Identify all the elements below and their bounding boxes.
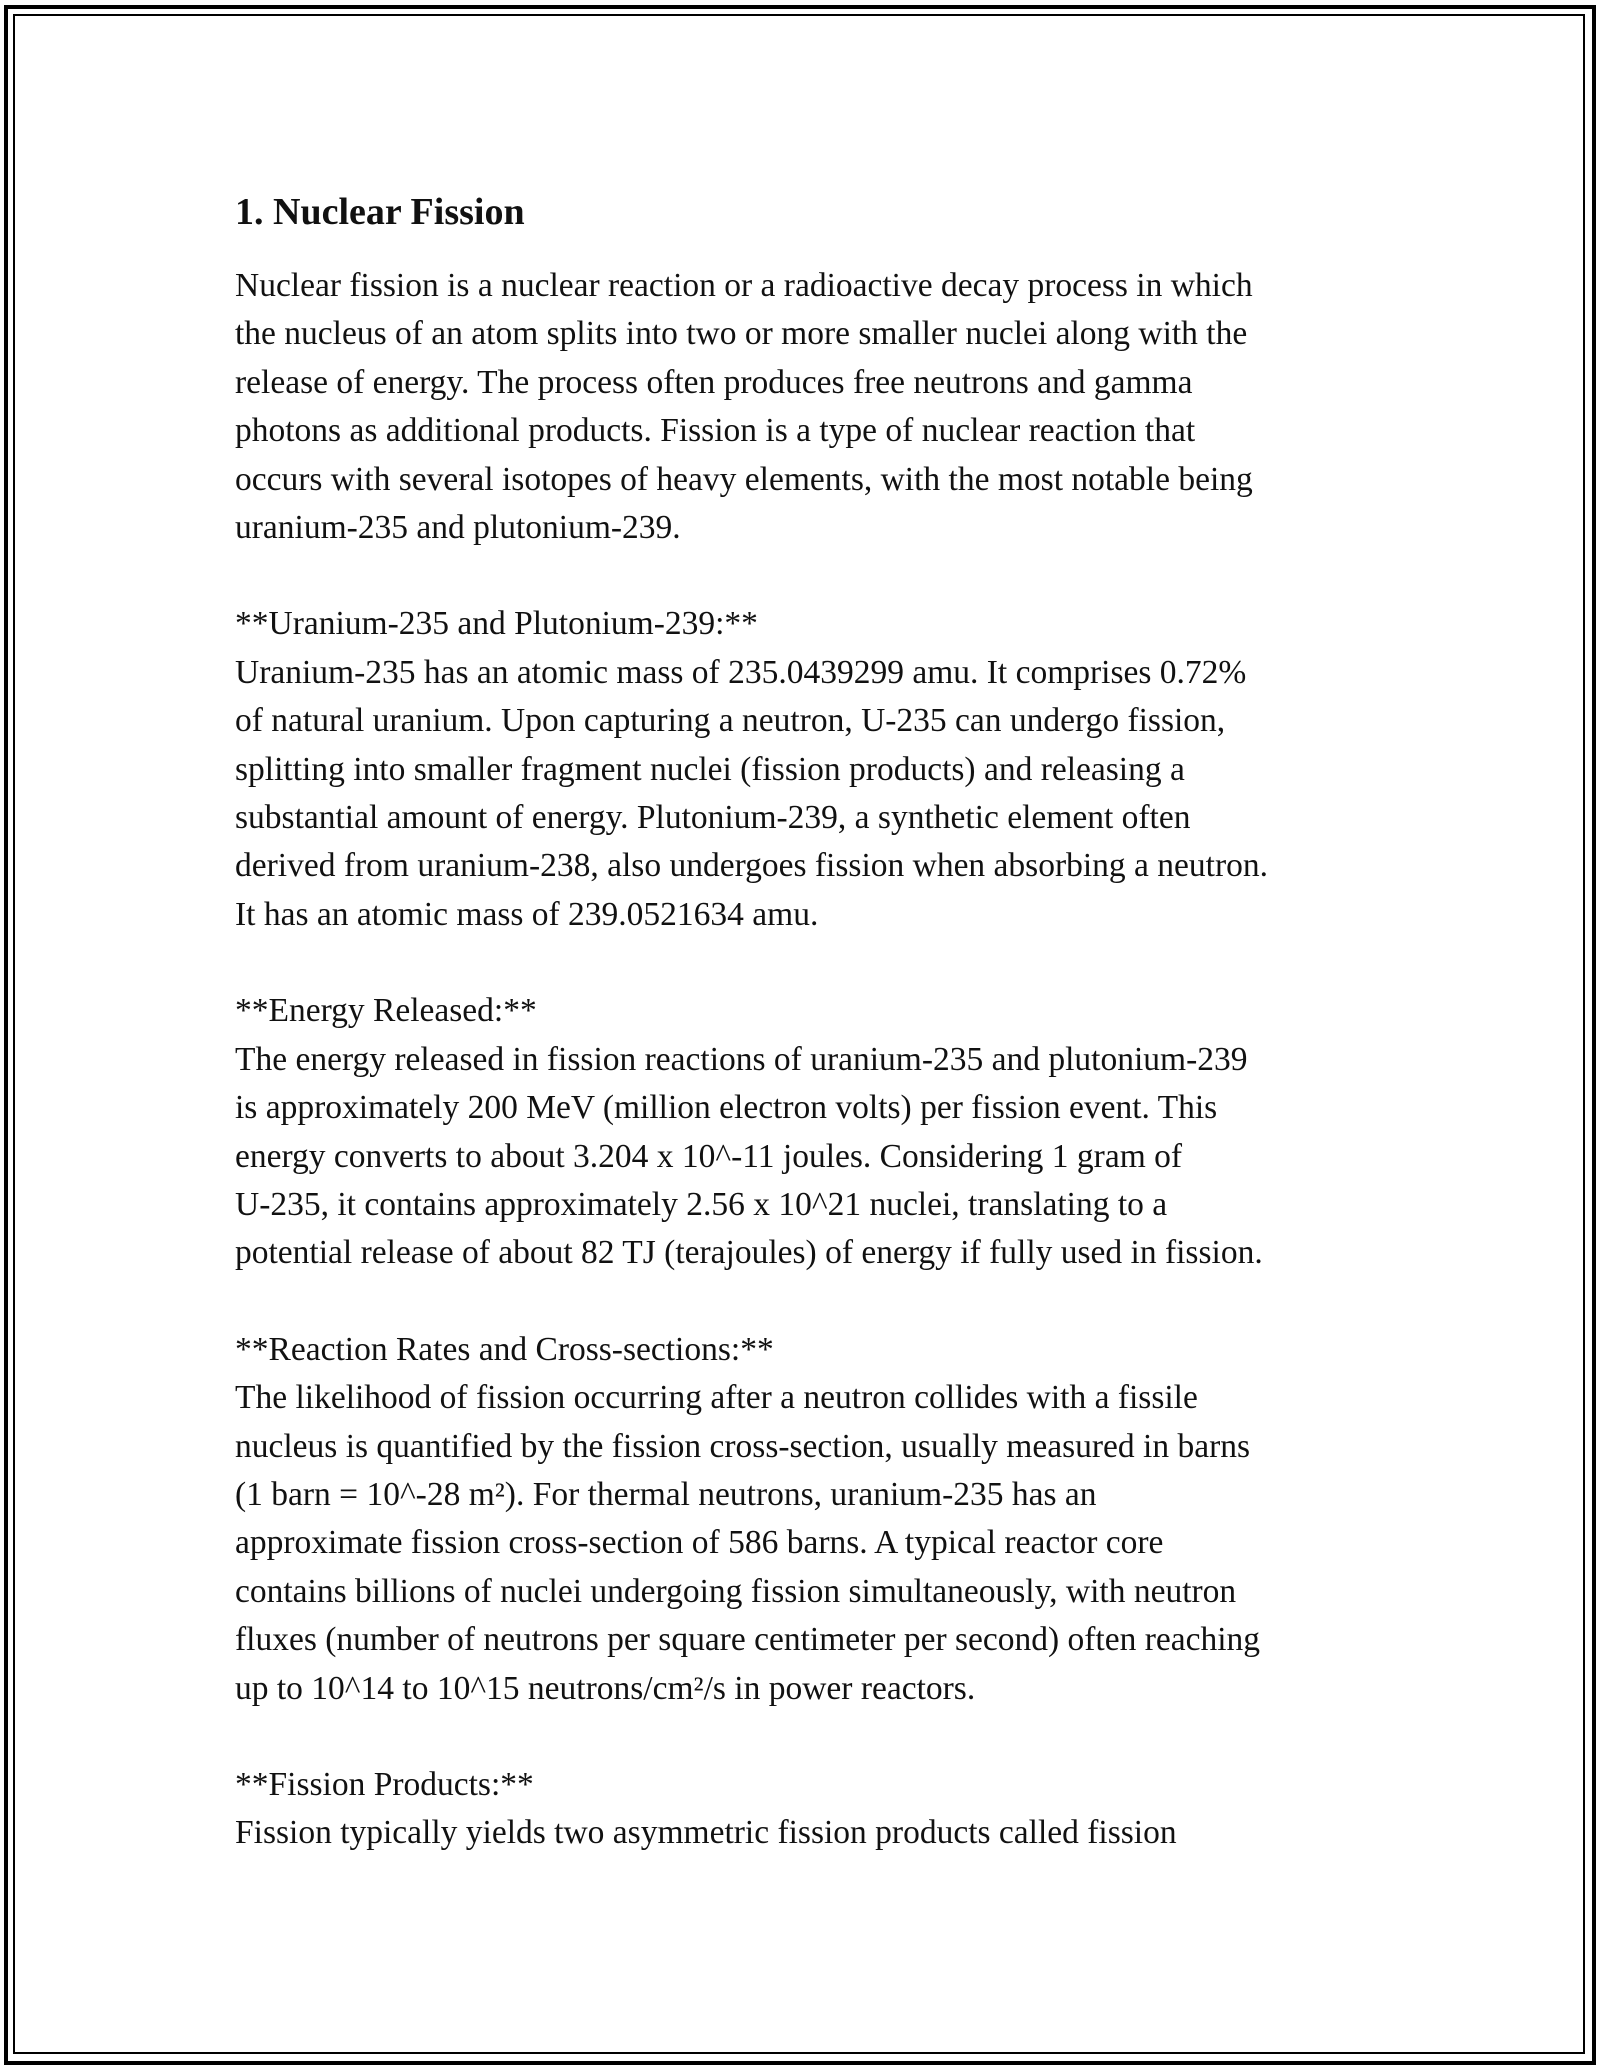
uranium-plutonium-section <box>235 600 1375 939</box>
reaction-rates-title: **Reaction Rates and Cross-sections:** <box>235 1330 774 1368</box>
reaction-rates-section <box>235 1326 1375 1713</box>
fission-products-section <box>235 1761 1375 1858</box>
intro-paragraph: Nuclear fission is a nuclear reaction or a radioactive decay process in which the nucleus of an atom splits into two or more smaller nuclei along with the release of energy. The process often produces free neutrons and gamma photons as additional products. Fission is a type of nuclear reaction that occurs with several isotopes of heavy elements, with the most notable being uranium-235 and plutonium-239. <box>235 267 1253 547</box>
section-heading: 1. Nuclear Fission <box>235 191 525 233</box>
energy-released-body: The energy released in fission reactions of uranium-235 and plutonium-239 is approximately 200 MeV (million electron volts) per fission event. This energy converts to about 3.204 x 10^-11 joules. Considering 1 gram of U-235, it contains approximately 2.56 x 10^21 nuclei, translating to a potential release of about 82 TJ (terajoules) of energy if fully used in fission. <box>235 1040 1263 1272</box>
energy-released-title: **Energy Released:** <box>235 992 537 1030</box>
uranium-plutonium-title: **Uranium-235 and Plutonium-239:** <box>235 605 758 643</box>
fission-products-body: Fission typically yields two asymmetric fission products called fission <box>235 1814 1177 1852</box>
fission-products-title: **Fission Products:** <box>235 1765 534 1803</box>
document-body <box>235 184 1375 1858</box>
energy-released-section <box>235 987 1375 1277</box>
reaction-rates-body: The likelihood of fission occurring after a neutron collides with a fissile nucleus is quantified by the fission cross-section, usually measured in barns (1 barn = 10^-28 m²). For thermal neutrons, uranium-235 has an approximate fission cross-section of 586 barns. A typical reactor core contains billions of nuclei undergoing fission simultaneously, with neutron fluxes (number of neutrons per square centimeter per second) often reaching up to 10^14 to 10^15 neutrons/cm²/s in power reactors. <box>235 1379 1261 1707</box>
uranium-plutonium-body: Uranium-235 has an atomic mass of 235.0439299 amu. It comprises 0.72% of natural uranium. Upon capturing a neutron, U-235 can undergo fission, splitting into smaller fragment nuclei (fission products) and releasing a substantial amount of energy. Plutonium-239, a synthetic element often derived from uranium-238, also undergoes fission when absorbing a neutron. It has an atomic mass of 239.0521634 amu. <box>235 653 1269 933</box>
